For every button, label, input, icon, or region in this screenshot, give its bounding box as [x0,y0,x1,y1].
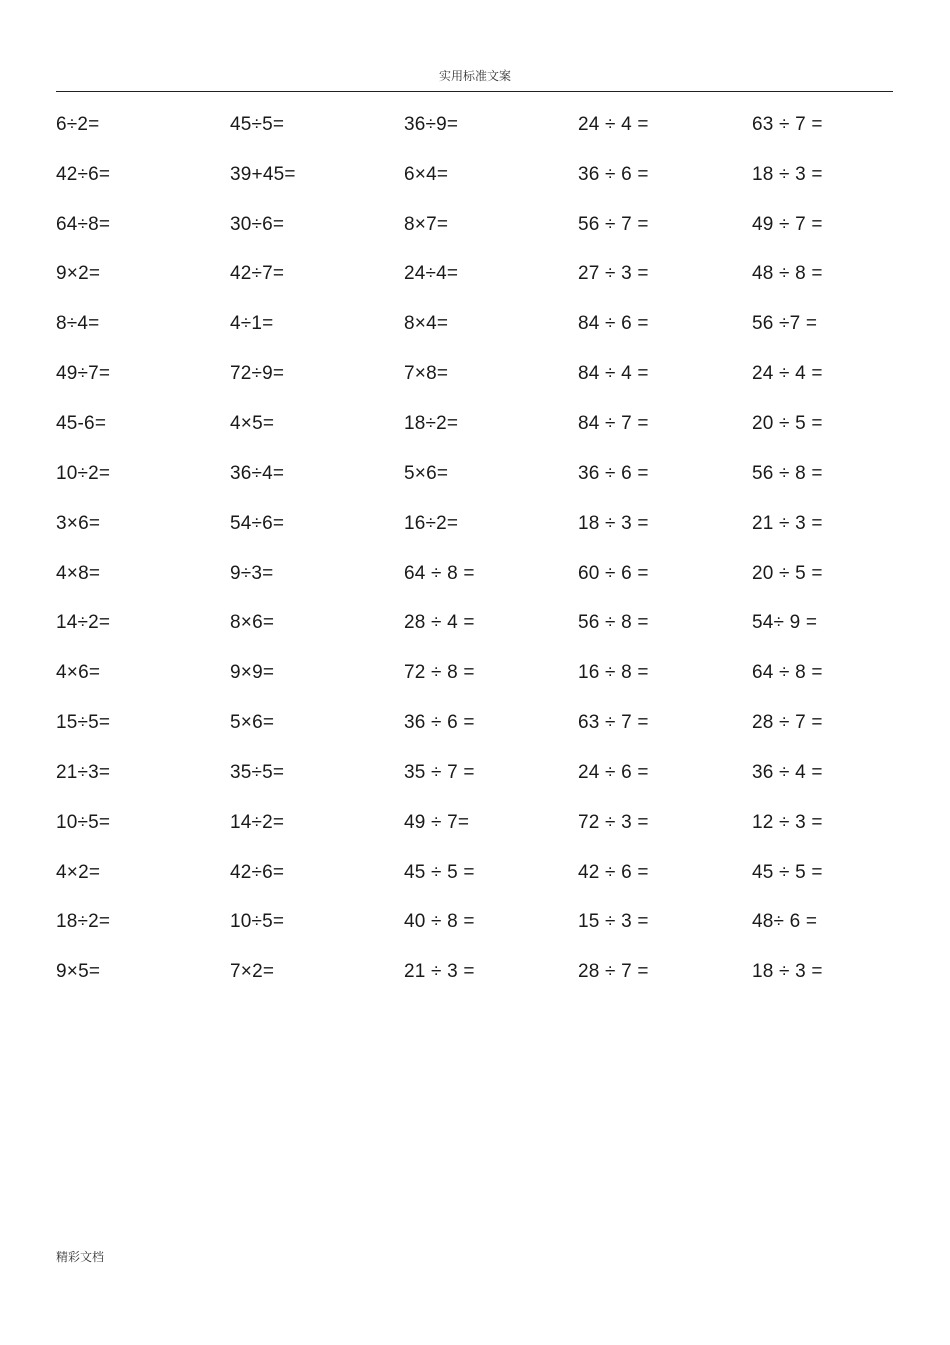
arithmetic-problem: 5×6= [230,712,275,734]
arithmetic-problem: 36 ÷ 6 = [578,462,649,484]
arithmetic-problem: 84 ÷ 7 = [578,412,649,434]
arithmetic-problem: 42 ÷ 6 = [578,861,649,883]
arithmetic-problem: 7×8= [404,363,449,385]
arithmetic-problem: 36÷4= [230,462,285,484]
arithmetic-problem: 54÷6= [230,512,285,534]
arithmetic-problem: 21÷3= [56,761,111,783]
page-footer-label: 精彩文档 [56,1250,105,1264]
problem-row [56,748,926,798]
arithmetic-problem: 24 ÷ 4 = [578,113,649,135]
arithmetic-problem: 28 ÷ 4 = [404,612,475,634]
arithmetic-problem: 48 ÷ 8 = [752,263,823,285]
arithmetic-problem: 56 ÷7 = [752,313,818,335]
problem-row [56,848,926,898]
problem-row [56,798,926,848]
arithmetic-problem: 30÷6= [230,213,285,235]
arithmetic-problem: 45-6= [56,412,107,434]
arithmetic-problem: 5×6= [404,462,449,484]
arithmetic-problem: 8×7= [404,213,449,235]
arithmetic-problem: 35÷5= [230,761,285,783]
arithmetic-problem: 45 ÷ 5 = [752,861,823,883]
arithmetic-problem: 49÷7= [56,363,111,385]
arithmetic-problem: 42÷7= [230,263,285,285]
arithmetic-problem: 36÷9= [404,113,459,135]
arithmetic-problem: 9÷3= [230,562,274,584]
arithmetic-problem: 49 ÷ 7 = [752,213,823,235]
arithmetic-problem: 14÷2= [230,811,285,833]
arithmetic-problem: 6×4= [404,163,449,185]
problem-row [56,698,926,748]
arithmetic-problem: 16 ÷ 8 = [578,662,649,684]
arithmetic-problem: 36 ÷ 4 = [752,761,823,783]
arithmetic-problem: 42÷6= [230,861,285,883]
problem-row [56,947,926,997]
arithmetic-problem: 9×5= [56,961,101,983]
arithmetic-problem: 56 ÷ 8 = [578,612,649,634]
arithmetic-problem: 8×6= [230,612,275,634]
arithmetic-problem: 84 ÷ 4 = [578,363,649,385]
arithmetic-problem: 16÷2= [404,512,459,534]
arithmetic-problem: 20 ÷ 5 = [752,562,823,584]
arithmetic-problem: 10÷5= [230,911,285,933]
arithmetic-problem: 10÷2= [56,462,111,484]
arithmetic-problem: 18÷2= [404,412,459,434]
problem-row [56,349,926,399]
arithmetic-problem: 64 ÷ 8 = [404,562,475,584]
problem-row [56,598,926,648]
problem-row [56,299,926,349]
problem-row [56,549,926,599]
arithmetic-problem: 56 ÷ 7 = [578,213,649,235]
arithmetic-problem-grid [56,100,926,997]
arithmetic-problem: 21 ÷ 3 = [404,961,475,983]
arithmetic-problem: 39+45= [230,163,296,185]
arithmetic-problem: 45÷5= [230,113,285,135]
arithmetic-problem: 56 ÷ 8 = [752,462,823,484]
arithmetic-problem: 27 ÷ 3 = [578,263,649,285]
arithmetic-problem: 18 ÷ 3 = [752,961,823,983]
header-divider [56,91,893,92]
arithmetic-problem: 15÷5= [56,712,111,734]
arithmetic-problem: 8÷4= [56,313,100,335]
problem-row [56,648,926,698]
arithmetic-problem: 6÷2= [56,113,100,135]
arithmetic-problem: 7×2= [230,961,275,983]
arithmetic-problem: 40 ÷ 8 = [404,911,475,933]
arithmetic-problem: 3×6= [56,512,101,534]
problem-row [56,100,926,150]
arithmetic-problem: 18 ÷ 3 = [578,512,649,534]
arithmetic-problem: 36 ÷ 6 = [404,712,475,734]
arithmetic-problem: 54÷ 9 = [752,612,818,634]
arithmetic-problem: 18 ÷ 3 = [752,163,823,185]
arithmetic-problem: 14÷2= [56,612,111,634]
problem-row [56,399,926,449]
arithmetic-problem: 4×5= [230,412,275,434]
problem-row [56,250,926,300]
arithmetic-problem: 64 ÷ 8 = [752,662,823,684]
problem-row [56,898,926,948]
arithmetic-problem: 72÷9= [230,363,285,385]
arithmetic-problem: 18÷2= [56,911,111,933]
arithmetic-problem: 4×8= [56,562,101,584]
arithmetic-problem: 36 ÷ 6 = [578,163,649,185]
arithmetic-problem: 8×4= [404,313,449,335]
arithmetic-problem: 4×6= [56,662,101,684]
arithmetic-problem: 21 ÷ 3 = [752,512,823,534]
arithmetic-problem: 24 ÷ 4 = [752,363,823,385]
arithmetic-problem: 9×2= [56,263,101,285]
arithmetic-problem: 28 ÷ 7 = [752,712,823,734]
arithmetic-problem: 24 ÷ 6 = [578,761,649,783]
arithmetic-problem: 4×2= [56,861,101,883]
arithmetic-problem: 4÷1= [230,313,274,335]
arithmetic-problem: 60 ÷ 6 = [578,562,649,584]
arithmetic-problem: 12 ÷ 3 = [752,811,823,833]
problem-row [56,150,926,200]
arithmetic-problem: 15 ÷ 3 = [578,911,649,933]
arithmetic-problem: 28 ÷ 7 = [578,961,649,983]
arithmetic-problem: 42÷6= [56,163,111,185]
page-header-title: 实用标准文案 [438,69,511,83]
problem-row [56,499,926,549]
arithmetic-problem: 24÷4= [404,263,459,285]
problem-row [56,200,926,250]
arithmetic-problem: 63 ÷ 7 = [578,712,649,734]
problem-row [56,449,926,499]
arithmetic-problem: 63 ÷ 7 = [752,113,823,135]
arithmetic-problem: 72 ÷ 3 = [578,811,649,833]
arithmetic-problem: 9×9= [230,662,275,684]
arithmetic-problem: 45 ÷ 5 = [404,861,475,883]
arithmetic-problem: 84 ÷ 6 = [578,313,649,335]
arithmetic-problem: 48÷ 6 = [752,911,818,933]
arithmetic-problem: 10÷5= [56,811,111,833]
arithmetic-problem: 72 ÷ 8 = [404,662,475,684]
arithmetic-problem: 64÷8= [56,213,111,235]
arithmetic-problem: 35 ÷ 7 = [404,761,475,783]
arithmetic-problem: 20 ÷ 5 = [752,412,823,434]
arithmetic-problem: 49 ÷ 7= [404,811,470,833]
